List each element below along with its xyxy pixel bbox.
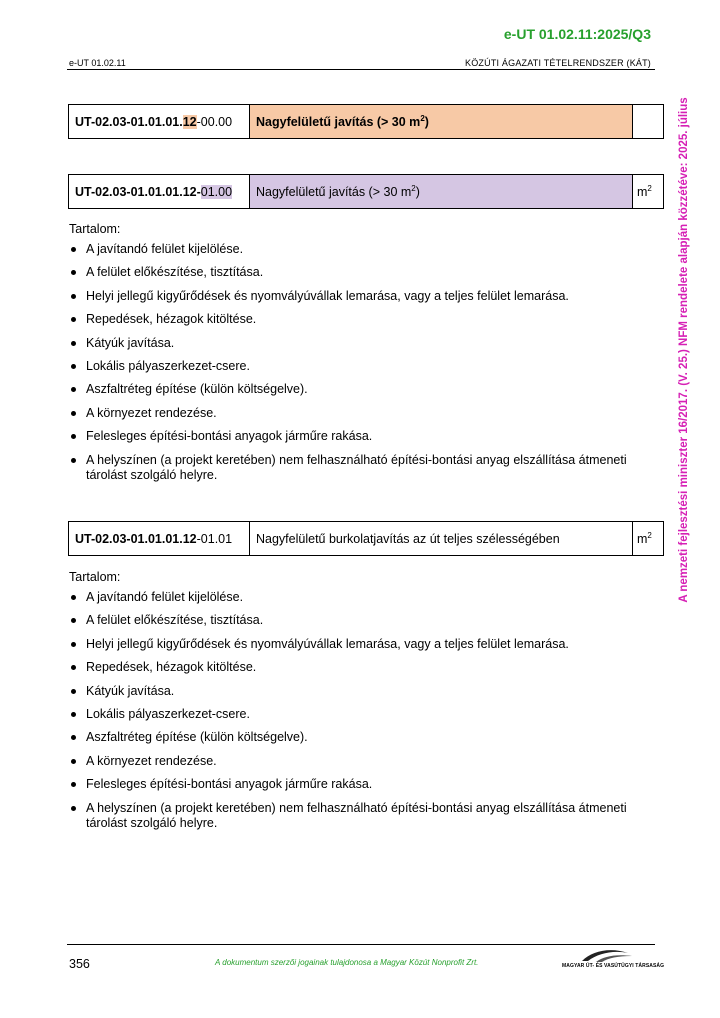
- item-unit-cell: [633, 105, 664, 139]
- list-item: A helyszínen (a projekt keretében) nem felhasználható építési-bontási anyag elszállítása átmeneti tárolást szolgáló helyre.: [69, 453, 629, 483]
- header-right-title: KÖZÚTI ÁGAZATI TÉTELRENDSZER (KÁT): [465, 58, 651, 68]
- item-code-tail: -00.00: [196, 114, 233, 129]
- table-row: [69, 105, 664, 139]
- item-title: Nagyfelületű javítás (> 30 m: [256, 114, 421, 129]
- item-code-base: UT-02.03-01.01.01.12: [75, 531, 197, 546]
- item-unit: m: [637, 184, 648, 199]
- item-code-base: UT-02.03-01.01.01.: [75, 114, 183, 129]
- item-code-cell: [69, 522, 250, 556]
- item-unit-sup: 2: [647, 530, 652, 540]
- item-code-highlight: 01.00: [200, 184, 233, 199]
- item-title: Nagyfelületű burkolatjavítás az út teljes szélességében: [256, 531, 560, 546]
- header-divider: [67, 69, 655, 70]
- item-unit-cell: [633, 522, 664, 556]
- item-title-end: ): [415, 184, 420, 199]
- list-item: Repedések, hézagok kitöltése.: [69, 660, 629, 675]
- list-item: Helyi jellegű kigyűrődések és nyomvályúvállak lemarása, vagy a teljes felület lemarása.: [69, 289, 629, 304]
- table-row: [69, 522, 664, 556]
- company-logo: [562, 947, 665, 973]
- page-number: 356: [69, 957, 90, 971]
- item-table-sub-1: [68, 174, 664, 209]
- list-item: Felesleges építési-bontási anyagok járműre rakása.: [69, 777, 629, 792]
- content-bullet-list: [69, 590, 629, 831]
- list-item: Kátyúk javítása.: [69, 684, 629, 699]
- header-left-code: e-UT 01.02.11: [69, 58, 126, 68]
- list-item: Lokális pályaszerkezet-csere.: [69, 707, 629, 722]
- list-item: A javítandó felület kijelölése.: [69, 242, 629, 257]
- item-code-base: UT-02.03-01.01.01.12-: [75, 184, 201, 199]
- list-item: Aszfaltréteg építése (külön költségelve).: [69, 382, 629, 397]
- item-title-cell: [250, 175, 633, 209]
- footer-divider: [67, 944, 655, 945]
- list-item: Aszfaltréteg építése (külön költségelve).: [69, 730, 629, 745]
- list-item: Helyi jellegű kigyűrődések és nyomvályúvállak lemarása, vagy a teljes felület lemarása.: [69, 637, 629, 652]
- list-item: Kátyúk javítása.: [69, 336, 629, 351]
- logo-swoosh-icon: [562, 947, 656, 963]
- item-table-sub-2: [68, 521, 664, 556]
- table-row: [69, 175, 664, 209]
- list-item: A környezet rendezése.: [69, 754, 629, 769]
- document-code: e-UT 01.02.11:2025/Q3: [503, 26, 651, 42]
- logo-text: MAGYAR ÚT- ÉS VASÚTÜGYI TÁRSASÁG: [562, 963, 665, 969]
- side-publication-note-text: A nemzeti fejlesztési miniszter 16/2017. (V. 25.) NFM rendelete alapján közzétéve: 2025. július: [678, 97, 690, 603]
- item-title-end: ): [424, 114, 429, 129]
- item-2-content: [69, 570, 629, 839]
- item-title-sup: 2: [420, 113, 425, 123]
- item-title: Nagyfelületű javítás (> 30 m: [256, 184, 412, 199]
- item-code-highlight: 12: [182, 114, 197, 129]
- item-code-cell: [69, 105, 250, 139]
- list-item: A helyszínen (a projekt keretében) nem felhasználható építési-bontási anyag elszállítása átmeneti tárolást szolgáló helyre.: [69, 801, 629, 831]
- item-title-cell: [250, 522, 633, 556]
- item-code-cell: [69, 175, 250, 209]
- item-title-sup: 2: [411, 183, 416, 193]
- list-item: Lokális pályaszerkezet-csere.: [69, 359, 629, 374]
- list-item: A felület előkészítése, tisztítása.: [69, 265, 629, 280]
- item-unit-cell: [633, 175, 664, 209]
- list-item: Felesleges építési-bontási anyagok járműre rakása.: [69, 429, 629, 444]
- item-title-cell: [250, 105, 633, 139]
- item-1-content: [69, 222, 629, 491]
- item-unit: m: [637, 531, 648, 546]
- content-label: Tartalom:: [69, 222, 121, 236]
- list-item: Repedések, hézagok kitöltése.: [69, 312, 629, 327]
- item-unit-sup: 2: [647, 183, 652, 193]
- copyright-notice: A dokumentum szerzői jogainak tulajdonosa a Magyar Közút Nonprofit Zrt.: [215, 958, 479, 967]
- list-item: A környezet rendezése.: [69, 406, 629, 421]
- item-code-tail: -01.01: [196, 531, 233, 546]
- content-bullet-list: [69, 242, 629, 483]
- content-label: Tartalom:: [69, 570, 121, 584]
- list-item: A javítandó felület kijelölése.: [69, 590, 629, 605]
- list-item: A felület előkészítése, tisztítása.: [69, 613, 629, 628]
- item-table-main: [68, 104, 664, 139]
